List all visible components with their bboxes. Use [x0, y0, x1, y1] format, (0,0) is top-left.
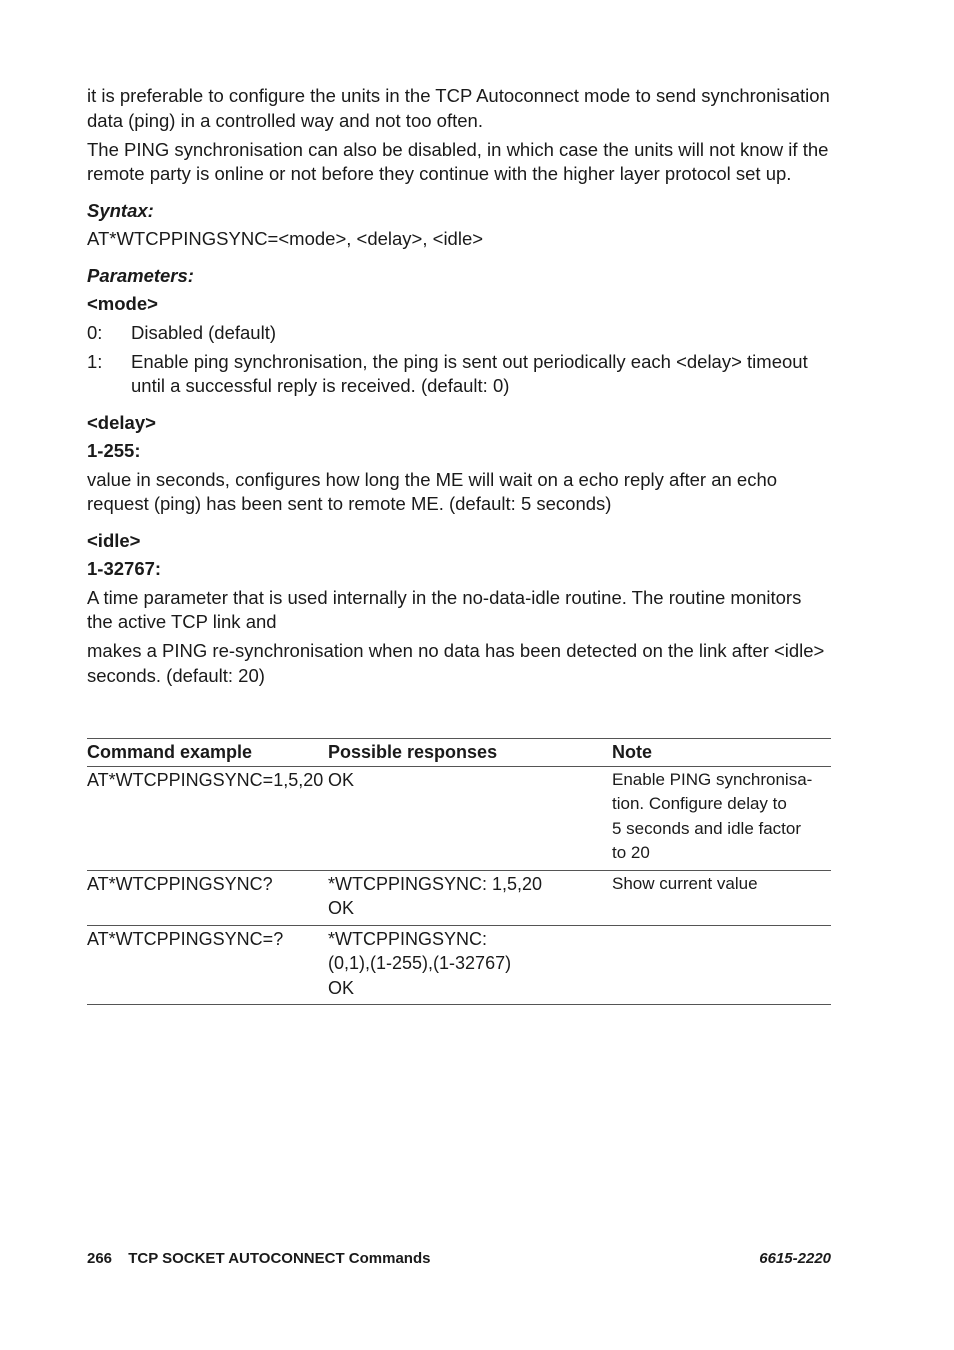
document-number: 6615-2220	[759, 1250, 831, 1267]
list-item	[87, 350, 831, 399]
note-line: 5 seconds and idle factor	[612, 818, 802, 838]
note-line: tion. Configure delay to	[612, 794, 787, 813]
cell-responses	[328, 766, 612, 870]
list-item	[87, 321, 831, 346]
param-idle-desc-2: makes a PING re-synchronisation when no data has been detected on the link after <idle> seconds. (default: 20)	[87, 640, 825, 686]
table-row	[87, 766, 831, 870]
cell-note	[612, 925, 831, 1005]
main-content	[87, 84, 831, 693]
param-idle-range: 1-32767:	[87, 558, 162, 579]
response-line: OK	[328, 769, 355, 790]
param-idle-desc-1: A time parameter that is used internally in the no-data-idle routine. The routine monitors the active TCP link and	[87, 586, 802, 632]
param-delay-range: 1-255:	[87, 440, 141, 461]
header-command: Command example	[87, 739, 328, 767]
syntax-command: AT*WTCPPINGSYNC=<mode>, <delay>, <idle>	[87, 228, 484, 249]
note-line: Enable PING synchronisa-	[612, 769, 813, 789]
header-responses: Possible responses	[328, 739, 612, 767]
section-title: TCP SOCKET AUTOCONNECT Commands	[128, 1250, 431, 1267]
page-footer	[87, 1250, 831, 1267]
parameters-label: Parameters:	[87, 264, 194, 286]
list-item-number: 1:	[87, 350, 103, 372]
note-line: to 20	[612, 843, 650, 862]
param-delay-desc: value in seconds, configures how long the ME will wait on a echo reply after an echo request (ping) has been sent to remote ME. (default: 5 seconds)	[87, 468, 778, 514]
cell-note	[612, 870, 831, 925]
list-item-text: Enable ping synchronisation, the ping is sent out periodically each <delay> timeout until a successful reply is received. (default: 0)	[131, 350, 808, 396]
intro-paragraph-2: The PING synchronisation can also be disabled, in which case the units will not know if the remote party is online or not before they continue with the higher layer protocol set up.	[87, 138, 829, 184]
param-idle-name: <idle>	[87, 529, 141, 551]
table-row	[87, 925, 831, 1005]
command-table	[87, 738, 831, 1005]
cell-note	[612, 766, 831, 870]
cell-responses	[328, 870, 612, 925]
table-header-row	[87, 739, 831, 767]
response-line: OK	[328, 898, 355, 918]
cell-responses	[328, 925, 612, 1005]
cell-command: AT*WTCPPINGSYNC=?	[87, 925, 328, 1005]
footer-left	[87, 1250, 430, 1267]
cell-command: AT*WTCPPINGSYNC?	[87, 870, 328, 925]
table-row	[87, 870, 831, 925]
response-line: (0,1),(1-255),(1-32767)	[328, 953, 512, 973]
list-item-number: 0:	[87, 321, 103, 343]
response-line: OK	[328, 977, 355, 998]
cell-command: AT*WTCPPINGSYNC=1,5,20	[87, 766, 328, 870]
syntax-label: Syntax:	[87, 199, 154, 221]
header-note: Note	[612, 739, 831, 767]
page-number: 266	[87, 1250, 113, 1267]
intro-paragraph-1: it is preferable to configure the units in the TCP Autoconnect mode to send synchronisation data (ping) in a controlled way and not too often.	[87, 85, 830, 131]
note-line: Show current value	[612, 873, 758, 893]
list-item-text: Disabled (default)	[131, 321, 276, 343]
param-delay-name: <delay>	[87, 411, 156, 433]
response-line: *WTCPPINGSYNC:	[328, 928, 488, 949]
param-mode-name: <mode>	[87, 293, 158, 314]
response-line: *WTCPPINGSYNC: 1,5,20	[328, 873, 543, 894]
